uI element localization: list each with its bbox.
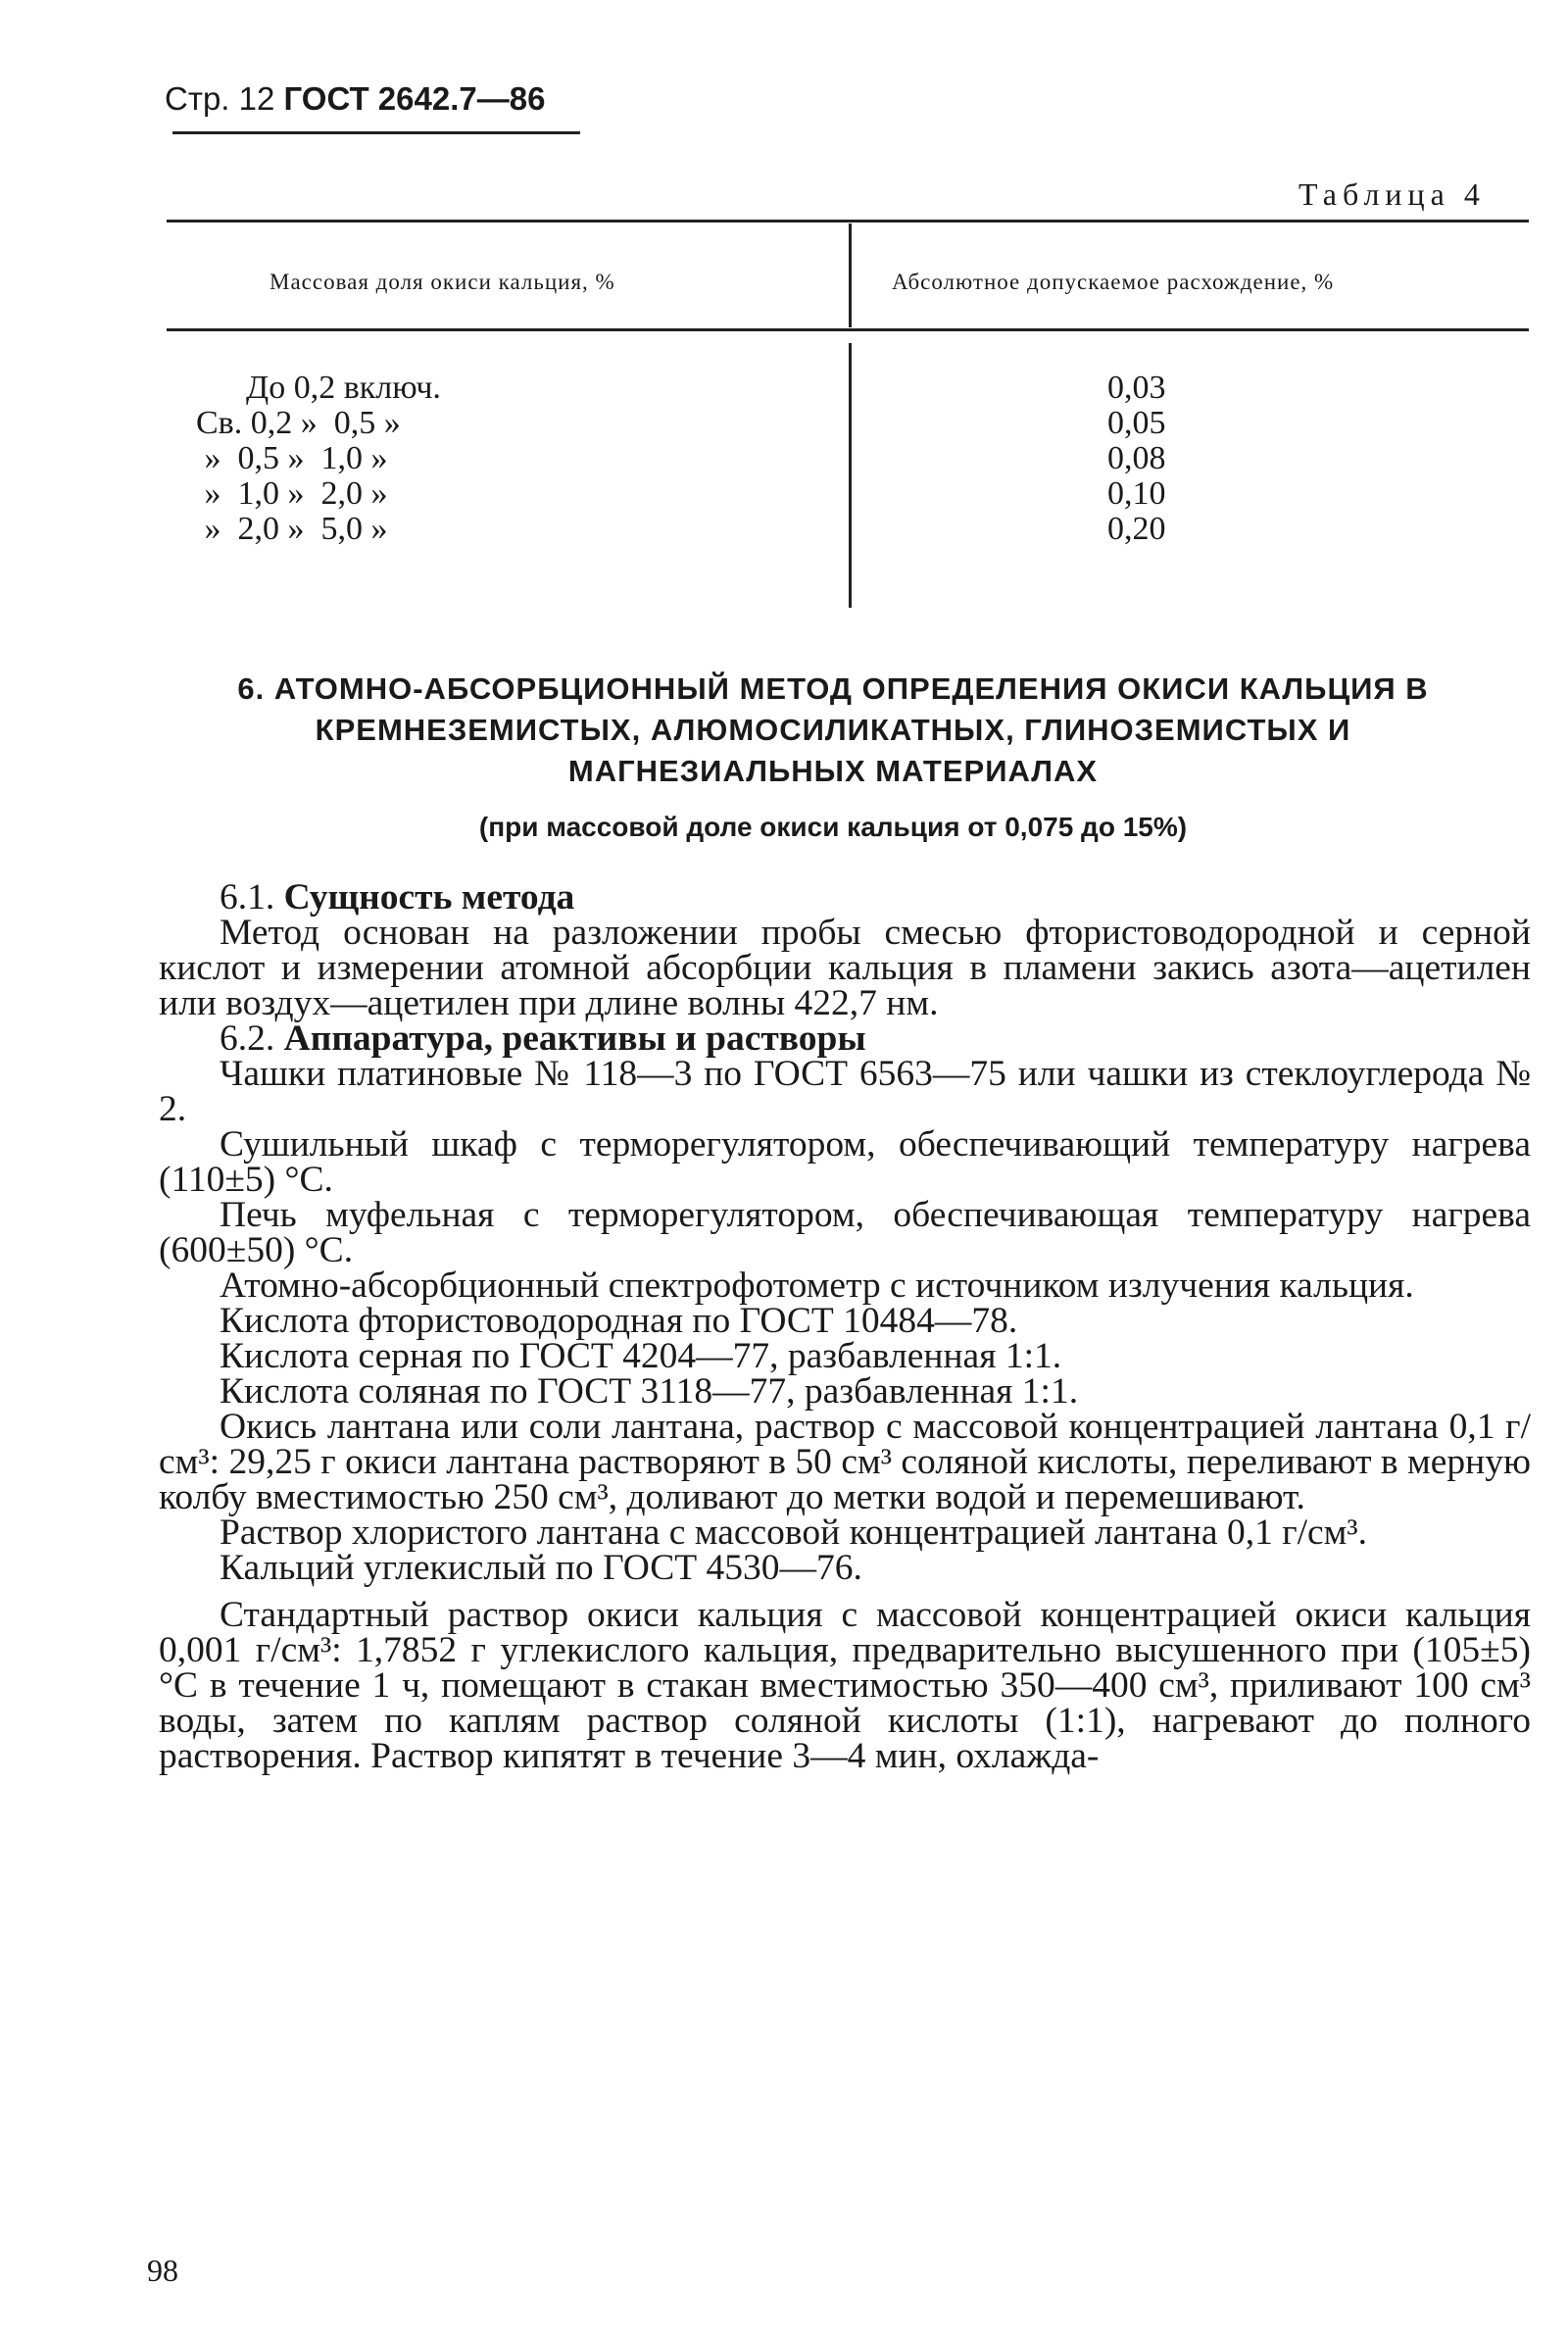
paragraph: Стандартный раствор окиси кальция с массовой концентрацией окиси кальция 0,001 г/см³: 1,7852 г углекислого кальция, предварительно высушенного при (105±5) °С в течение 1 ч, помещают в стакан вместимостью 350—400 см³, приливают 100 см³ воды, затем по каплям раствор соляной кислоты (1:1), нагревают до полного растворения. Раствор кипятят в течение 3—4 мин, охлажда-	[159, 1595, 1531, 1776]
table-header-rule	[167, 328, 1529, 331]
header-rule	[172, 131, 580, 134]
section-title-line: КРЕМНЕЗЕМИСТЫХ, АЛЮМОСИЛИКАТНЫХ, ГЛИНОЗЕМИСТЫХ И	[315, 713, 1351, 747]
paragraph: Печь муфельная с терморегулятором, обеспечивающая температуру нагрева (600±50) °С.	[159, 1195, 1531, 1270]
table-cell-range: » 1,0 » 2,0 »	[196, 475, 388, 512]
paragraph: Метод основан на разложении пробы смесью фтористоводородной и серной кислот и измерении атомной абсорбции кальция в пламени закись азота—ацетилен или воздух—ацетилен при длине волны 422,7 нм.	[159, 913, 1531, 1023]
table-cell-value: 0,03	[1107, 370, 1166, 406]
section-title-line: 6. АТОМНО-АБСОРБЦИОННЫЙ МЕТОД ОПРЕДЕЛЕНИЯ ОКИСИ КАЛЬЦИЯ В	[237, 671, 1429, 706]
table-column-ranges	[196, 371, 608, 547]
subsection-number: 6.1.	[220, 877, 275, 918]
table-body-divider	[849, 343, 852, 608]
table-cell-range: » 0,5 » 1,0 »	[196, 440, 388, 476]
table-caption: Таблица 4	[1298, 176, 1486, 212]
subsection-title: Аппаратура, реактивы и растворы	[283, 1018, 866, 1059]
table-cell-value: 0,20	[1107, 511, 1166, 547]
table-cell-value: 0,10	[1107, 475, 1166, 512]
table-header-mass-fraction: Массовая доля окиси кальция, %	[270, 270, 615, 294]
page-prefix: Стр. 12	[165, 80, 275, 117]
table-cell-value: 0,08	[1107, 440, 1166, 476]
subsection-heading	[159, 877, 1531, 918]
table-top-rule	[167, 220, 1529, 223]
table-header-tolerance: Абсолютное допускаемое расхождение, %	[892, 270, 1335, 294]
table-column-values	[1107, 371, 1166, 547]
paragraph: Раствор хлористого лантана с массовой концентрацией лантана 0,1 г/см³.	[220, 1513, 1367, 1553]
table-header-divider	[849, 223, 852, 327]
paragraph: Атомно-абсорбционный спектрофотометр с источником излучения кальция.	[220, 1265, 1414, 1306]
paragraph: Сушильный шкаф с терморегулятором, обеспечивающий температуру нагрева (110±5) °С.	[159, 1124, 1531, 1200]
table-cell-range: До 0,2 включ.	[196, 370, 441, 406]
subsection-number: 6.2.	[220, 1018, 275, 1059]
section-subtitle: (при массовой доле окиси кальция от 0,075 до 15%)	[478, 812, 1188, 842]
table-cell-range: » 2,0 » 5,0 »	[196, 511, 388, 547]
running-head	[165, 80, 545, 118]
paragraph: Кислота фтористоводородная по ГОСТ 10484—78.	[220, 1301, 1018, 1341]
paragraph: Кальций углекислый по ГОСТ 4530—76.	[220, 1548, 862, 1588]
page-number: 98	[147, 2253, 178, 2288]
standard-number: ГОСТ 2642.7—86	[283, 80, 546, 117]
paragraph: Кислота соляная по ГОСТ 3118—77, разбавленная 1:1.	[220, 1371, 1079, 1412]
subsection-heading	[159, 1018, 1531, 1059]
section-title-line: МАГНЕЗИАЛЬНЫХ МАТЕРИАЛАХ	[567, 754, 1099, 788]
body-text	[159, 877, 1531, 1776]
paragraph: Чашки платиновые № 118—3 по ГОСТ 6563—75 или чашки из стеклоуглерода № 2.	[159, 1054, 1531, 1129]
paragraph: Окись лантана или соли лантана, раствор с массовой концентрацией лантана 0,1 г/см³: 29,25 г окиси лантана растворяют в 50 см³ соляной кислоты, переливают в мерную колбу вместимостью 250 см³, доливают до метки водой и перемешивают.	[159, 1407, 1531, 1517]
paragraph: Кислота серная по ГОСТ 4204—77, разбавленная 1:1.	[220, 1336, 1062, 1376]
subsection-title: Сущность метода	[283, 877, 575, 918]
table-cell-range: Св. 0,2 » 0,5 »	[196, 405, 401, 441]
table-cell-value: 0,05	[1107, 405, 1166, 441]
